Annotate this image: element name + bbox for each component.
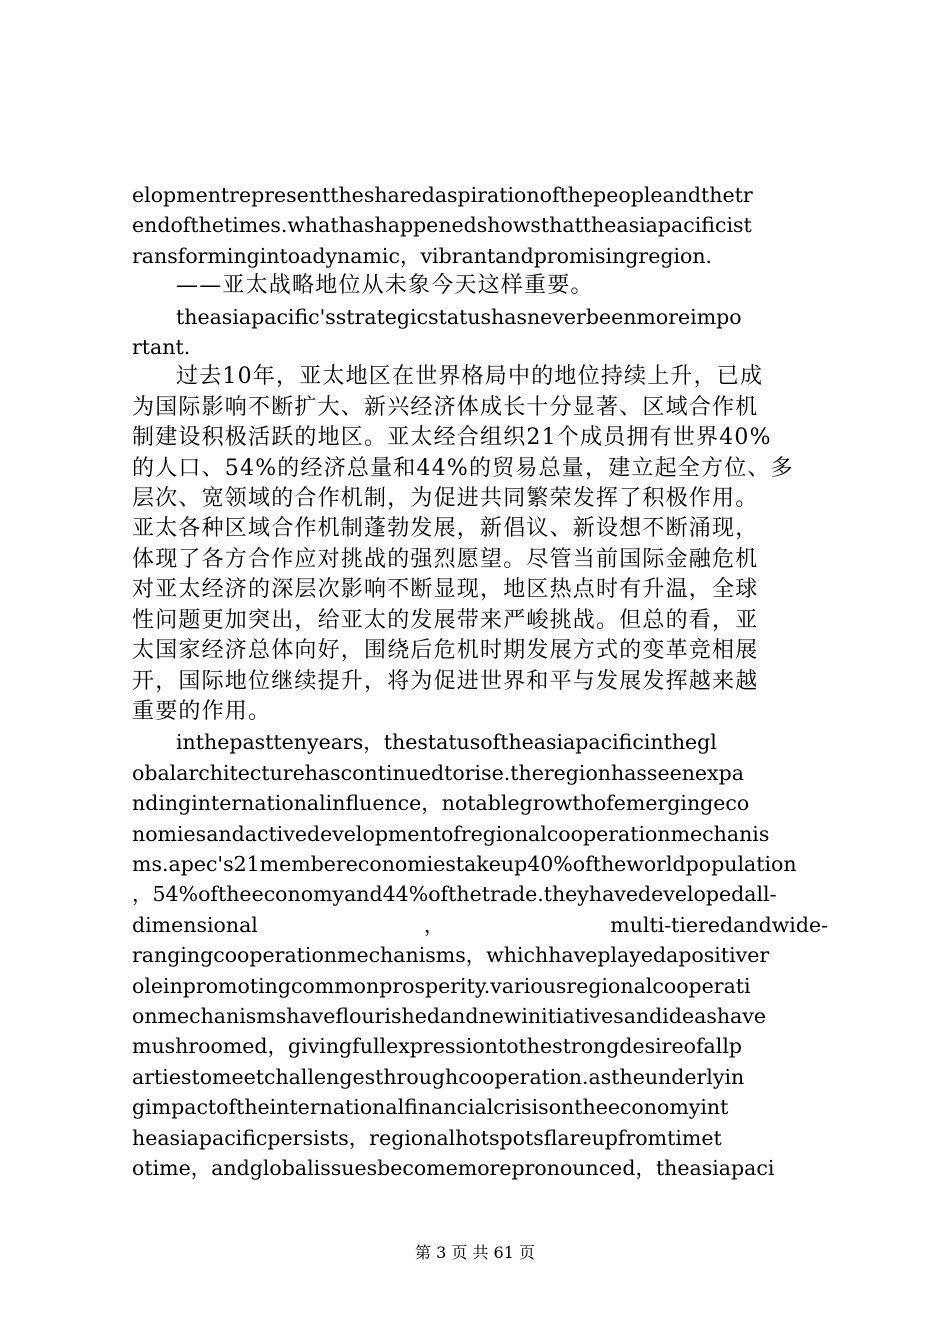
text-line: 的人口、54%的经济总量和44%的贸易总量，建立起全方位、多 [132,455,794,481]
text-line: gimpactoftheinternationalfinancialcrisisontheeconomyint [132,1095,729,1120]
text-line: 过去10年，亚太地区在世界格局中的地位持续上升，已成 [176,364,764,390]
text-line: 性问题更加突出，给亚太的发展带来严峻挑战。但总的看，亚 [132,607,759,633]
text-line: ，54%oftheeconomyand44%ofthetrade.theyhavedevelopedall- [132,882,777,907]
text-line: 重要的作用。 [132,698,272,724]
text-line: theasiapacific'sstrategicstatushasneverbeenmoreimpo [176,304,742,329]
text-line: endofthetimes.whathashappenedshowsthattheasiapacificist [132,213,752,238]
text-line: otime，andglobalissuesbecomemorepronounced，theasiapaci [132,1156,775,1180]
text-line: 体现了各方合作应对挑战的强烈愿望。尽管当前国际金融危机 [132,546,759,572]
text-line: obalarchitecturehascontinuedtorise.theregionhasseenexpa [132,760,744,785]
text-line: heasiapacificpersists，regionalhotspotsflareupfromtimet [132,1125,722,1150]
text-line: 层次、宽领域的合作机制，为促进共同繁荣发挥了积极作用。 [132,486,759,512]
text-line: nomiesandactivedevelopmentofregionalcooperationmechanis [132,821,770,846]
text-line-justified [132,910,828,940]
text-line: 太国家经济总体向好，围绕后危机时期发展方式的变革竞相展 [132,638,759,664]
text-line: 对亚太经济的深层次影响不断显现，地区热点时有升温，全球 [132,577,759,603]
text-line: onmechanismshaveflourishedandnewinitiativesandideashave [132,1003,766,1028]
text-word: dimensional [132,912,258,937]
text-line: ransformingintoadynamic，vibrantandpromisingregion. [132,243,713,268]
text-line: rtant. [132,335,191,360]
text-line: 亚太各种区域合作机制蓬勃发展，新倡议、新设想不断涌现， [132,516,759,542]
text-word: multi-tieredandwide- [610,912,828,937]
text-line: 开，国际地位继续提升，将为促进世界和平与发展发挥越来越 [132,668,759,694]
text-line: ndinginternationalinfluence，notablegrowthofemergingeco [132,791,750,816]
text-line: 为国际影响不断扩大、新兴经济体成长十分显著、区域合作机 [132,394,759,420]
text-line: oleinpromotingcommonprosperity.variousregionalcooperati [132,973,751,998]
text-line: artiestomeetchallengesthroughcooperation.astheunderlyin [132,1064,745,1089]
text-line: ——亚太战略地位从未象今天这样重要。 [176,273,594,299]
text-line: rangingcooperationmechanisms，whichhaveplayedapositiver [132,943,770,968]
text-line: ms.apec's21membereconomiestakeup40%oftheworldpopulation [132,851,797,876]
document-body [132,180,828,1183]
text-line: 制建设积极活跃的地区。亚太经合组织21个成员拥有世界40% [132,425,772,451]
text-line: mushroomed，givingfullexpressiontothestrongdesireofallp [132,1034,743,1059]
text-word: ， [423,912,445,937]
text-line: inthepasttenyears，thestatusoftheasiapacificinthegl [176,730,717,755]
text-line: elopmentrepresentthesharedaspirationofthepeopleandthetr [132,183,753,207]
page-number-footer: 第 3 页 共 61 页 [415,1243,535,1262]
